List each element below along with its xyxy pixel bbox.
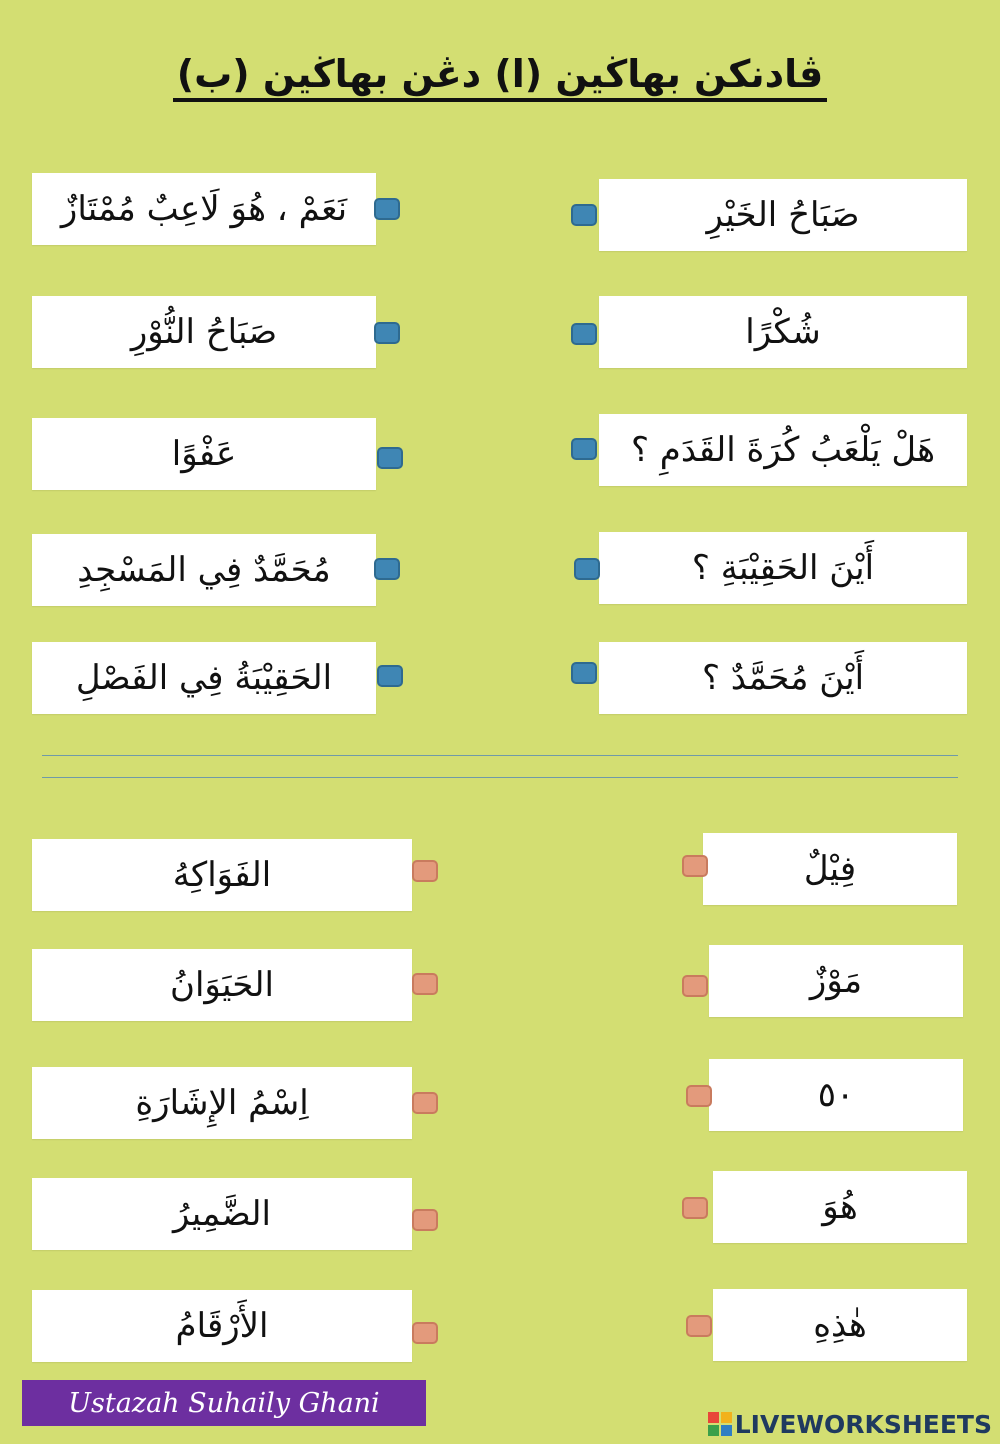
- s2-right-item-4: هٰذِهِ: [713, 1289, 967, 1361]
- s2-right-item-2: ٥٠: [709, 1059, 963, 1131]
- s2-right-connector-4[interactable]: [686, 1315, 712, 1337]
- brand-text: LIVEWORKSHEETS: [734, 1409, 992, 1439]
- s1-right-connector-4[interactable]: [571, 662, 597, 684]
- section-divider-bottom: [42, 777, 958, 778]
- s1-left-item-4: الحَقِيْبَةُ فِي الفَصْلِ: [32, 642, 376, 714]
- author-name: Ustazah Suhaily Ghani: [68, 1387, 380, 1419]
- s1-left-connector-4[interactable]: [377, 665, 403, 687]
- worksheet-title: [0, 52, 1000, 102]
- s1-right-item-3: أَيْنَ الحَقِيْبَةِ ؟: [599, 532, 967, 604]
- s1-left-item-3: مُحَمَّدٌ فِي المَسْجِدِ: [32, 534, 376, 606]
- s2-left-connector-4[interactable]: [412, 1322, 438, 1344]
- s1-right-item-4: أَيْنَ مُحَمَّدٌ ؟: [599, 642, 967, 714]
- liveworksheets-logo: [708, 1407, 992, 1441]
- s1-right-item-2: هَلْ يَلْعَبُ كُرَةَ القَدَمِ ؟: [599, 414, 967, 486]
- s2-right-connector-3[interactable]: [682, 1197, 708, 1219]
- s2-left-connector-0[interactable]: [412, 860, 438, 882]
- liveworksheets-icon: [708, 1412, 732, 1436]
- s1-right-item-1: شُكْرًا: [599, 296, 967, 368]
- s2-left-item-3: الضَّمِيرُ: [32, 1178, 412, 1250]
- title-text: ڤادنكن بهاڬين (ا) دڠن بهاڬين (ب): [173, 52, 828, 102]
- s1-right-connector-3[interactable]: [574, 558, 600, 580]
- s1-left-item-1: صَبَاحُ النُّوْرِ: [32, 296, 376, 368]
- s2-right-item-0: فِيْلٌ: [703, 833, 957, 905]
- section-divider-top: [42, 755, 958, 756]
- s2-left-connector-3[interactable]: [412, 1209, 438, 1231]
- s1-left-connector-3[interactable]: [374, 558, 400, 580]
- s1-left-item-2: عَفْوًا: [32, 418, 376, 490]
- s1-right-connector-2[interactable]: [571, 438, 597, 460]
- s1-right-connector-1[interactable]: [571, 323, 597, 345]
- s2-left-item-1: الحَيَوَانُ: [32, 949, 412, 1021]
- s2-right-item-3: هُوَ: [713, 1171, 967, 1243]
- s2-left-connector-2[interactable]: [412, 1092, 438, 1114]
- s2-left-item-2: اِسْمُ الإِشَارَةِ: [32, 1067, 412, 1139]
- s2-left-item-0: الفَوَاكِهُ: [32, 839, 412, 911]
- s2-right-connector-1[interactable]: [682, 975, 708, 997]
- s2-right-connector-0[interactable]: [682, 855, 708, 877]
- s1-right-connector-0[interactable]: [571, 204, 597, 226]
- s2-right-item-1: مَوْزٌ: [709, 945, 963, 1017]
- s2-left-connector-1[interactable]: [412, 973, 438, 995]
- s2-right-connector-2[interactable]: [686, 1085, 712, 1107]
- s1-left-connector-1[interactable]: [374, 322, 400, 344]
- s1-left-item-0: نَعَمْ ، هُوَ لَاعِبٌ مُمْتَازٌ: [32, 173, 376, 245]
- author-banner: [22, 1380, 426, 1426]
- s2-left-item-4: الأَرْقَامُ: [32, 1290, 412, 1362]
- s1-left-connector-0[interactable]: [374, 198, 400, 220]
- s1-left-connector-2[interactable]: [377, 447, 403, 469]
- s1-right-item-0: صَبَاحُ الخَيْرِ: [599, 179, 967, 251]
